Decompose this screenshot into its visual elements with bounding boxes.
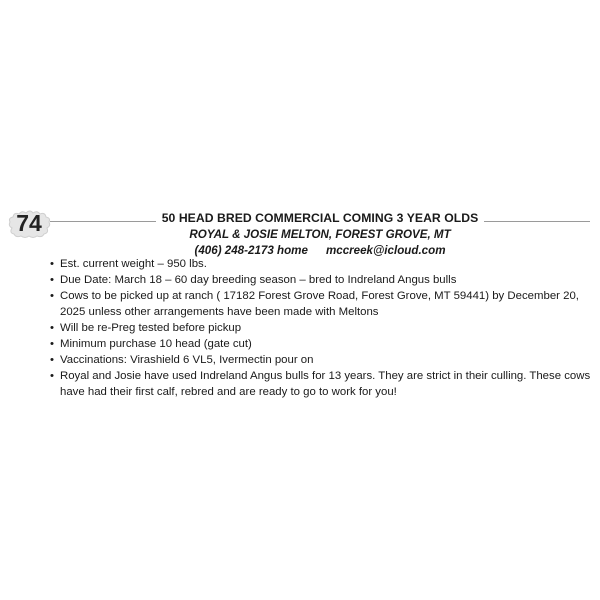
bullet-icon: • (50, 274, 54, 286)
phone-number: (406) 248-2173 home (194, 244, 308, 257)
email-address: mccreek@icloud.com (325, 244, 446, 257)
bullet-icon: • (50, 370, 54, 382)
bullet-icon: • (50, 258, 54, 270)
lot-title: 50 HEAD BRED COMMERCIAL COMING 3 YEAR OLDS (156, 211, 485, 225)
lot-header (60, 209, 580, 259)
bullet-icon: • (50, 354, 54, 366)
bullet-icon: • (50, 338, 54, 350)
list-item (50, 368, 595, 400)
lot-details-list (50, 256, 595, 400)
list-item (50, 320, 595, 336)
list-item-text: Cows to be picked up at ranch ( 17182 Forest Grove Road, Forest Grove, MT 59441) by December 20, 2025 unless other arrangements have been made with Meltons (60, 290, 579, 318)
bullet-icon: • (50, 322, 54, 334)
list-item (50, 352, 595, 368)
seller-name: ROYAL & JOSIE MELTON, FOREST GROVE, MT (189, 228, 451, 241)
bullet-icon: • (50, 290, 54, 302)
list-item (50, 272, 595, 288)
lot-badge (6, 206, 52, 240)
list-item-text: Will be re-Preg tested before pickup (60, 322, 242, 334)
list-item-text: Due Date: March 18 – 60 day breeding season – bred to Indreland Angus bulls (60, 274, 457, 286)
list-item-text: Minimum purchase 10 head (gate cut) (60, 338, 252, 350)
list-item-text: Est. current weight – 950 lbs. (60, 258, 207, 270)
list-item-text: Vaccinations: Virashield 6 VL5, Ivermectin pour on (60, 354, 314, 366)
list-item (50, 336, 595, 352)
list-item (50, 256, 595, 272)
lot-number: 74 (16, 210, 42, 236)
list-item (50, 288, 595, 320)
list-item-text: Royal and Josie have used Indreland Angus bulls for 13 years. They are strict in their culling. These cows have had their first calf, rebred and are ready to go to work for you! (60, 370, 591, 398)
